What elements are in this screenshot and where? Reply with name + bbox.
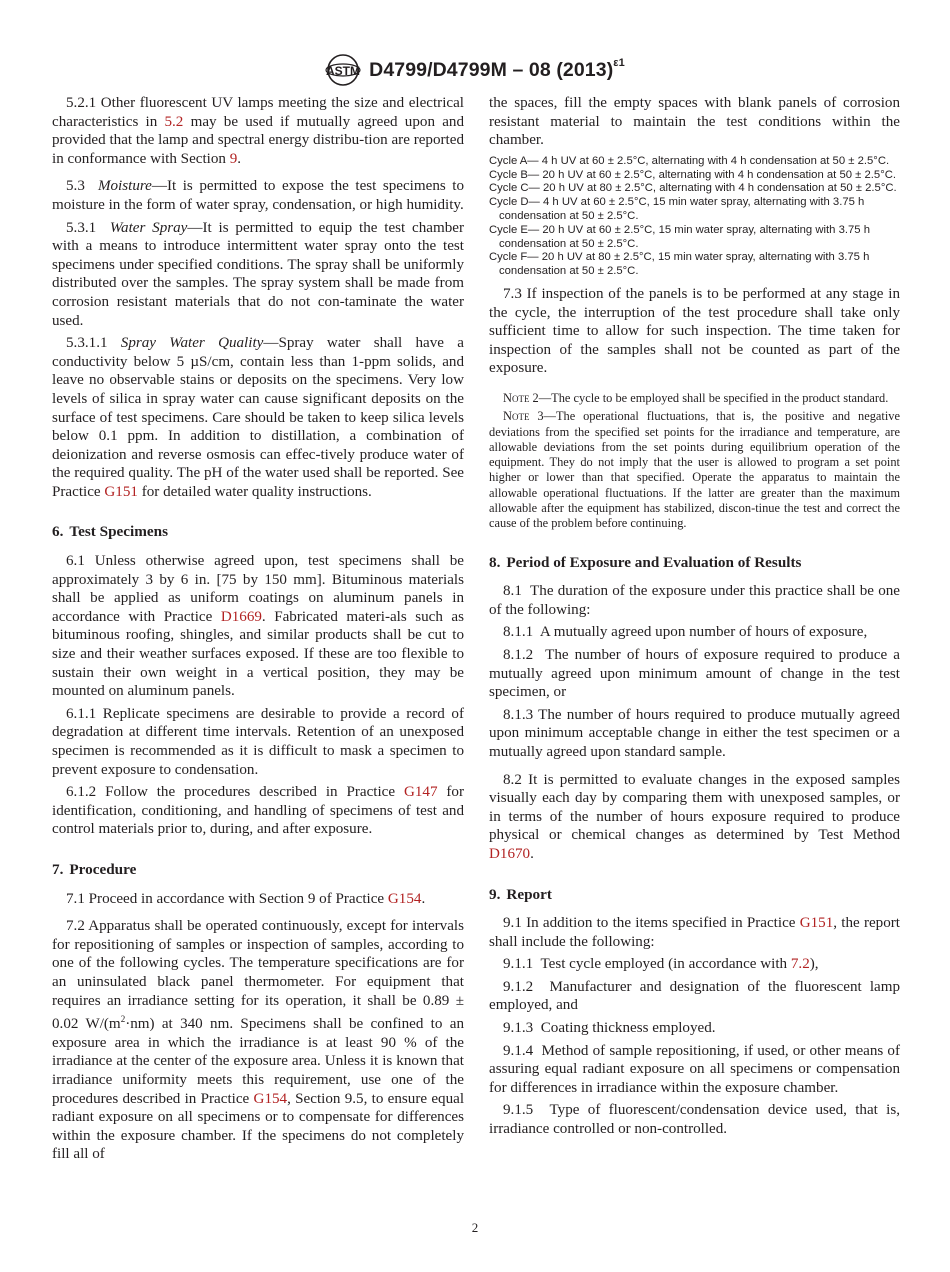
link-g151[interactable]: G151 [104, 483, 138, 500]
cycle-d: Cycle D— 4 h UV at 60 ± 2.5°C, 15 min water spray, alternating with 3.75 h condensation at 50 ± 2.5°C. [489, 196, 865, 222]
paragraph-9-1-2: 9.1.2 Manufacturer and designation of the fluorescent lamp employed, and [489, 978, 900, 1014]
section-heading-9: 9. Report [489, 885, 552, 903]
section-heading-8: 8. Period of Exposure and Evaluation of Results [489, 553, 802, 571]
svg-text:ASTM: ASTM [326, 64, 361, 78]
paragraph-5-3: 5.3 Moisture—It is permitted to expose the test specimens to moisture in the form of water spray, condensation, or high humidity. [52, 178, 465, 213]
paragraph-5-3-1-1: 5.3.1.1 Spray Water Quality—Spray water shall have a conductivity below 5 µS/cm, contain less than 1-ppm solids, and leave no observable stains or deposits on the specimens. Very low levels of silica in spray water can cause significant deposits on the surface of test specimens. Care should be taken to keep silica levels below 0.1 ppm. In addition to distillation, a combination of deionization and reverse osmosis can effec-tively produce water of the required quality. The pH of the water used shall be reported. See Practice G151 for detailed water quality instructions. [52, 335, 464, 500]
paragraph-9-1: 9.1 In addition to the items specified in Practice G151, the report shall include the following: [489, 915, 900, 950]
paragraph-9-1-5: 9.1.5 Type of fluorescent/condensation device used, that is, irradiance controlled or non-controlled. [489, 1102, 901, 1138]
section-heading-7: 7. Procedure [52, 860, 137, 878]
link-g154[interactable]: G154 [387, 890, 422, 907]
paragraph-8-1-1: 8.1.1 A mutually agreed upon number of hours of exposure, [503, 624, 868, 641]
cycle-c: Cycle C— 20 h UV at 80 ± 2.5°C, alternating with 4 h condensation at 50 ± 2.5°C. [489, 182, 897, 195]
paragraph-8-1-2: 8.1.2 The number of hours of exposure required to produce a mutually agreed upon minimum amount of change in the test specimen, or [489, 646, 901, 701]
link-section-9[interactable]: 9 [229, 150, 238, 167]
paragraph-7-2-continued: the spaces, fill the empty spaces with blank panels of corrosion resistant material to maintain the test conditions within the chamber. [489, 95, 900, 149]
paragraph-8-1: 8.1 The duration of the exposure under this practice shall be one of the following: [489, 583, 900, 618]
note-2: Note 2—The cycle to be employed shall be specified in the product standard. [503, 390, 889, 405]
paragraph-7-1: 7.1 Proceed in accordance with Section 9 of Practice G154. [66, 890, 426, 907]
link-7-2[interactable]: 7.2 [790, 956, 810, 973]
paragraph-8-1-3: 8.1.3 The number of hours required to produce mutually agreed upon minimum acceptable change in either the test specimen or a mutually agreed upon standard sample. [489, 706, 900, 760]
link-d1670[interactable]: D1670 [489, 845, 531, 862]
cycle-a: Cycle A— 4 h UV at 60 ± 2.5°C, alternating with 4 h condensation at 50 ± 2.5°C. [489, 154, 890, 167]
paragraph-6-1-1: 6.1.1 Replicate specimens are desirable to provide a record of degradation at different time intervals. Retention of an unexposed specimen is recommended as it is difficult to mask a specimen to prevent exposure to condensation. [52, 705, 465, 778]
right-column [489, 94, 900, 1139]
paragraph-6-1: 6.1 Unless otherwise agreed upon, test specimens shall be approximately 3 by 6 in. [75 by 150 mm]. Bituminous materials shall be applied as uniform coatings on aluminum panels in accordance with Practice D1669. Fabricated materi-als such as bituminous roofing, shingles, and similar products shall be cut to size and their weather surfaces exposed. If these are too flexible to sustain their own weight in a vertical position, they may be mounted on aluminum panels. [52, 553, 464, 700]
cycle-f: Cycle F— 20 h UV at 80 ± 2.5°C, 15 min water spray, alternating with 3.75 h condensation at 50 ± 2.5°C. [489, 251, 870, 278]
link-g151-report[interactable]: G151 [799, 915, 834, 932]
paragraph-7-3: 7.3 If inspection of the panels is to be performed at any stage in the cycle, the interruption of the test procedure shall take only sufficient time to allow for such inspection. The time taken for inspection of the samples shall not be counted as part of the exposure. [489, 285, 900, 377]
notes [489, 391, 900, 532]
link-g147[interactable]: G147 [403, 784, 438, 801]
astm-logo-icon [325, 53, 361, 87]
paragraph-9-1-1: 9.1.1 Test cycle employed (in accordance with 7.2), [503, 956, 819, 973]
left-column [52, 94, 464, 1164]
page-header [0, 52, 950, 88]
paragraph-5-3-1: 5.3.1 Water Spray—It is permitted to equip the test chamber with a means to introduce intermittent water spray onto the test specimens under specified conditions. The spray shall be uniformly distributed over the samples. The spray system shall be made from corrosion resistant materials that do not con-taminate the water used. [52, 219, 464, 329]
paragraph-5-2-1: 5.2.1 Other fluorescent UV lamps meeting the size and electrical characteristics in 5.2 may be used if mutually agreed upon and provided that the lamp and spectral energy distribu-tion are reported in conformance with Section 9. [52, 95, 464, 167]
page-number: 2 [471, 1220, 479, 1235]
document-designation: D4799/D4799M – 08 $(2013)^{\varepsilon 1}$ [369, 57, 625, 81]
link-g154-section[interactable]: G154 [253, 1090, 288, 1107]
cycle-list [489, 155, 900, 279]
paragraph-8-2: 8.2 It is permitted to evaluate changes in the exposed samples visually each day by comparing them with unexposed samples, or in terms of the number of hours exposure required to produce physical or chemical changes as determined by Test Method D1670. [489, 771, 900, 862]
cycle-e: Cycle E— 20 h UV at 60 ± 2.5°C, 15 min water spray, alternating with 3.75 h condensation at 50 ± 2.5°C. [489, 223, 870, 250]
paragraph-9-1-3: 9.1.3 Coating thickness employed. [503, 1020, 716, 1037]
note-3: Note 3—The operational fluctuations, that is, the positive and negative deviations from the specified set points for the irradiance and temperature, are allowable deviations from the set points during equilibrium operation of the equipment. They do not imply that the user is allowed to program a set point higher or lower than that specified. Operate the apparatus to maintain the allowable operational fluctuations. If the latter are greater than the maximum allowable after the equipment has stabilized, discon-tinue the test and correct the cause of the problem before continuing. [489, 409, 900, 531]
paragraph-6-1-2: 6.1.2 Follow the procedures described in Practice G147 for identification, conditioning, and handling of specimens of test and control materials prior to, during, and after exposure. [52, 784, 465, 838]
cycle-b: Cycle B— 20 h UV at 60 ± 2.5°C, alternating with 4 h condensation at 50 ± 2.5°C. [489, 168, 897, 181]
paragraph-7-2: 7.2 Apparatus shall be operated continuously, except for intervals for repositioning of samples or inspection of samples, according to one of the following cycles. The temperature specifications are for an uninsulated black panel thermometer. For equipment that requires an irradiance setting for its operation, it shall be 0.89 ± 0.02 $W/(m^2\cdot nm)$ at 340 nm. Specimens shall be confined to an exposure area in which the irradiance is at least 90 % of the irradiance at the center of the exposure area. Unless it is known that irradiance uniformity meets this requirement, use one of the procedures described in Practice G154, Section 9.5, to ensure equal radiant exposure on all specimens or to compensate for differences within the exposure chamber. If the specimens do not completely fill all of [52, 918, 465, 1163]
link-5-2[interactable]: 5.2 [164, 113, 184, 130]
link-d1669[interactable]: D1669 [220, 608, 262, 625]
paragraph-9-1-4: 9.1.4 Method of sample repositioning, if used, or other means of assuring equal radiant exposure on all specimens or compensation for differences in irradiance within the exposure chamber. [489, 1042, 900, 1096]
section-heading-6: 6. Test Specimens [52, 523, 168, 541]
